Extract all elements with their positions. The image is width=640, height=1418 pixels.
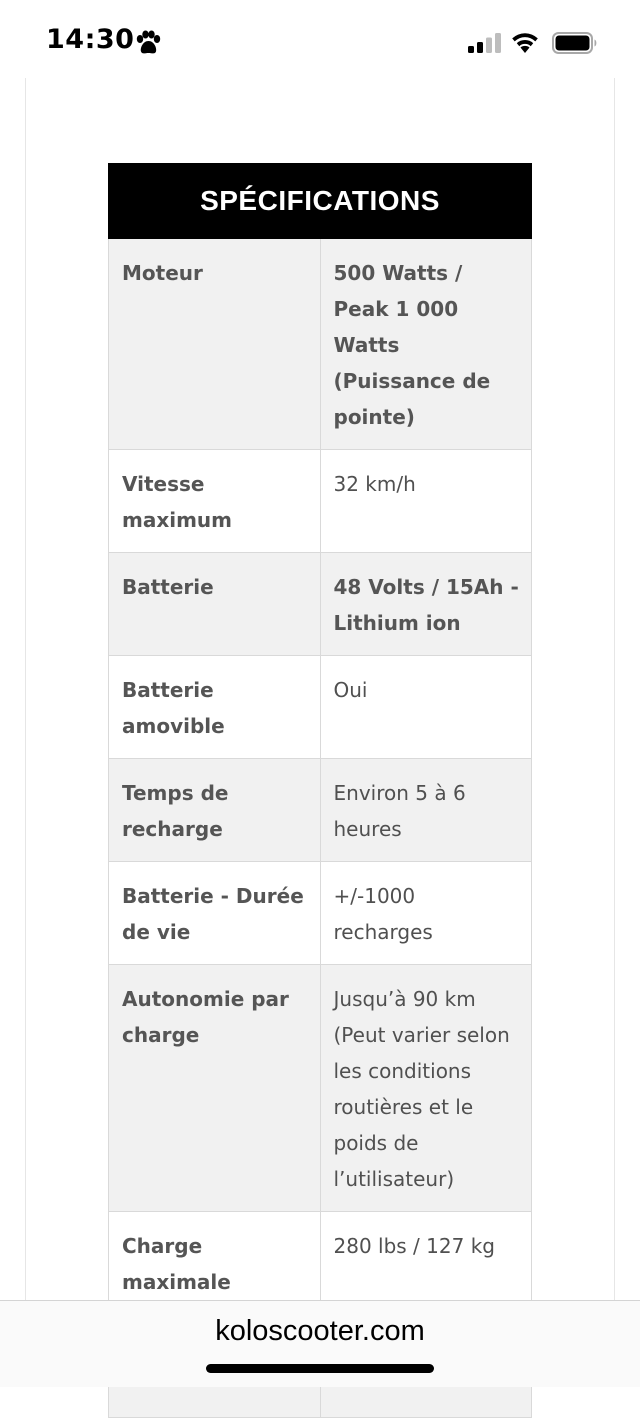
table-row <box>109 239 532 450</box>
browser-address-bar[interactable] <box>0 1300 640 1387</box>
table-row <box>109 553 532 656</box>
cellular-signal-icon <box>468 33 502 53</box>
spec-value: 48 Volts / 15Ah - Lithium ion <box>320 553 532 656</box>
spec-label: Batterie - Durée de vie <box>109 862 321 965</box>
table-row <box>109 656 532 759</box>
spec-value: Environ 5 à 6 heures <box>320 759 532 862</box>
spec-value: Jusqu’à 90 km (Peut varier selon les conditions routières et le poids de l’utilisateur) <box>320 965 532 1212</box>
spec-label: Batterie amovible <box>109 656 321 759</box>
paw-icon <box>134 30 162 56</box>
battery-icon <box>552 32 598 54</box>
spec-label: Charge maximale <box>109 1212 321 1351</box>
spec-label: Batterie <box>109 553 321 656</box>
spec-value: +/-1000 recharges <box>320 862 532 965</box>
spec-value: 32 km/h <box>320 450 532 553</box>
table-row <box>109 862 532 965</box>
specifications-table <box>108 163 532 1418</box>
status-time: 14:30 <box>46 24 135 55</box>
spec-value: 500 Watts / Peak 1 000 Watts (Puissance de pointe) <box>320 239 532 450</box>
spec-label: Autonomie par charge <box>109 965 321 1212</box>
status-bar <box>0 0 640 78</box>
spec-label: Vitesse maximum <box>109 450 321 553</box>
wifi-icon <box>510 30 540 54</box>
spec-label: Temps de recharge <box>109 759 321 862</box>
table-row <box>109 965 532 1212</box>
table-row <box>109 450 532 553</box>
spec-value: Oui <box>320 656 532 759</box>
url-text[interactable]: koloscooter.com <box>215 1315 425 1347</box>
table-header: SPÉCIFICATIONS <box>109 164 532 239</box>
spec-label: Moteur <box>109 239 321 450</box>
table-row <box>109 759 532 862</box>
home-indicator[interactable] <box>206 1364 434 1373</box>
spec-value: 280 lbs / 127 kg <box>320 1212 532 1351</box>
